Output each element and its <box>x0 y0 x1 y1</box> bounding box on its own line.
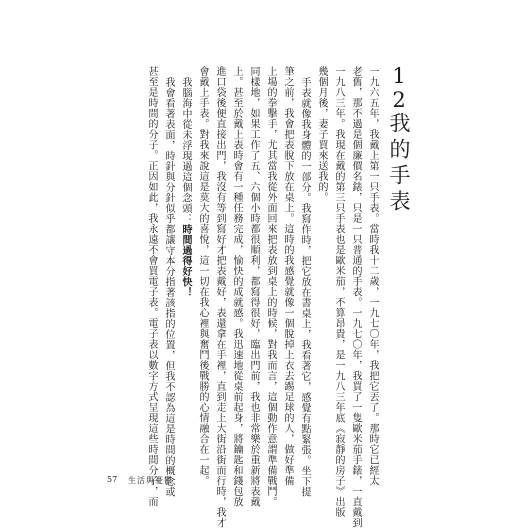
text-column: 筆之前，我會把表脫下放在桌上。這時的我感覺就像一個脫掉上衣去踢足球的人，做好準備 <box>282 66 293 486</box>
text-column: 幾個月後，妻子買來送我的。 <box>316 66 327 203</box>
chapter-title: 我的手表 <box>387 112 411 216</box>
text-column: 上場的拳擊手，尤其當我從外面回來把表放到桌上的時候，對我而言，這個動作意謂準備戰鬥。 <box>265 66 276 507</box>
chapter-number: 12 <box>387 64 411 112</box>
text-column: 手表就像我身體的一部分。我寫作時，把它放在書桌上，我看著它，感覺有點緊張。坐下提 <box>299 77 310 497</box>
text-run: 我腦海中從未浮現過這個念頭： <box>180 77 191 224</box>
text-column <box>180 77 190 298</box>
page-number: 57 <box>107 475 118 484</box>
text-column: 甚至是時間的分子。正因如此，我永遠不會買電子表。電子表以數字方式呈現這些時間分子，而 <box>146 66 157 507</box>
book-title: 生活與憂鬱 <box>128 476 173 485</box>
chapter-heading <box>388 64 409 216</box>
text-column: 上。甚至於戴上表時會有一種任務完成，愉快的成就感。我迅速地從桌前起身，將鑰匙和錢包放 <box>231 66 242 507</box>
text-column: 一九六五年，我戴上第一只手表。當時我十二歲，一九七〇年，我把它丟了。那時它已經太 <box>367 66 378 486</box>
text-column: 同樣地，如果工作了五、六個小時都很順利，都寫得很好，臨出門前，我也非常樂於重新將表戴 <box>248 66 259 507</box>
text-column: 會戴上手表。對我來說這是莫大的喜悅，這一切在我心裡與奮鬥後戰勝的心情融合在一起。 <box>197 66 208 486</box>
text-column: 我會看著表面，時針與分針似乎都讓守本分指著該指的位置，但我不認為這是時間的概念或 <box>163 77 174 497</box>
text-column: 老舊，那不過是個廉價名錶，只是一只普通的手表。一九七〇年，我買了一隻歐米茄手錶，一直戴到 <box>350 66 361 528</box>
text-column: 一九八三年。我現在戴的第三只手表也是歐米茄，不算昂貴，是一九八三年底《寂靜的房子》出版 <box>333 66 344 518</box>
text-column: 進口袋後便直接出門，我沒有等到寫好才把表戴好，表還拿在手裡，直到走上大街沿街而行時，我才 <box>214 66 225 528</box>
emphasis-text: 時間過得好快！ <box>180 224 191 298</box>
